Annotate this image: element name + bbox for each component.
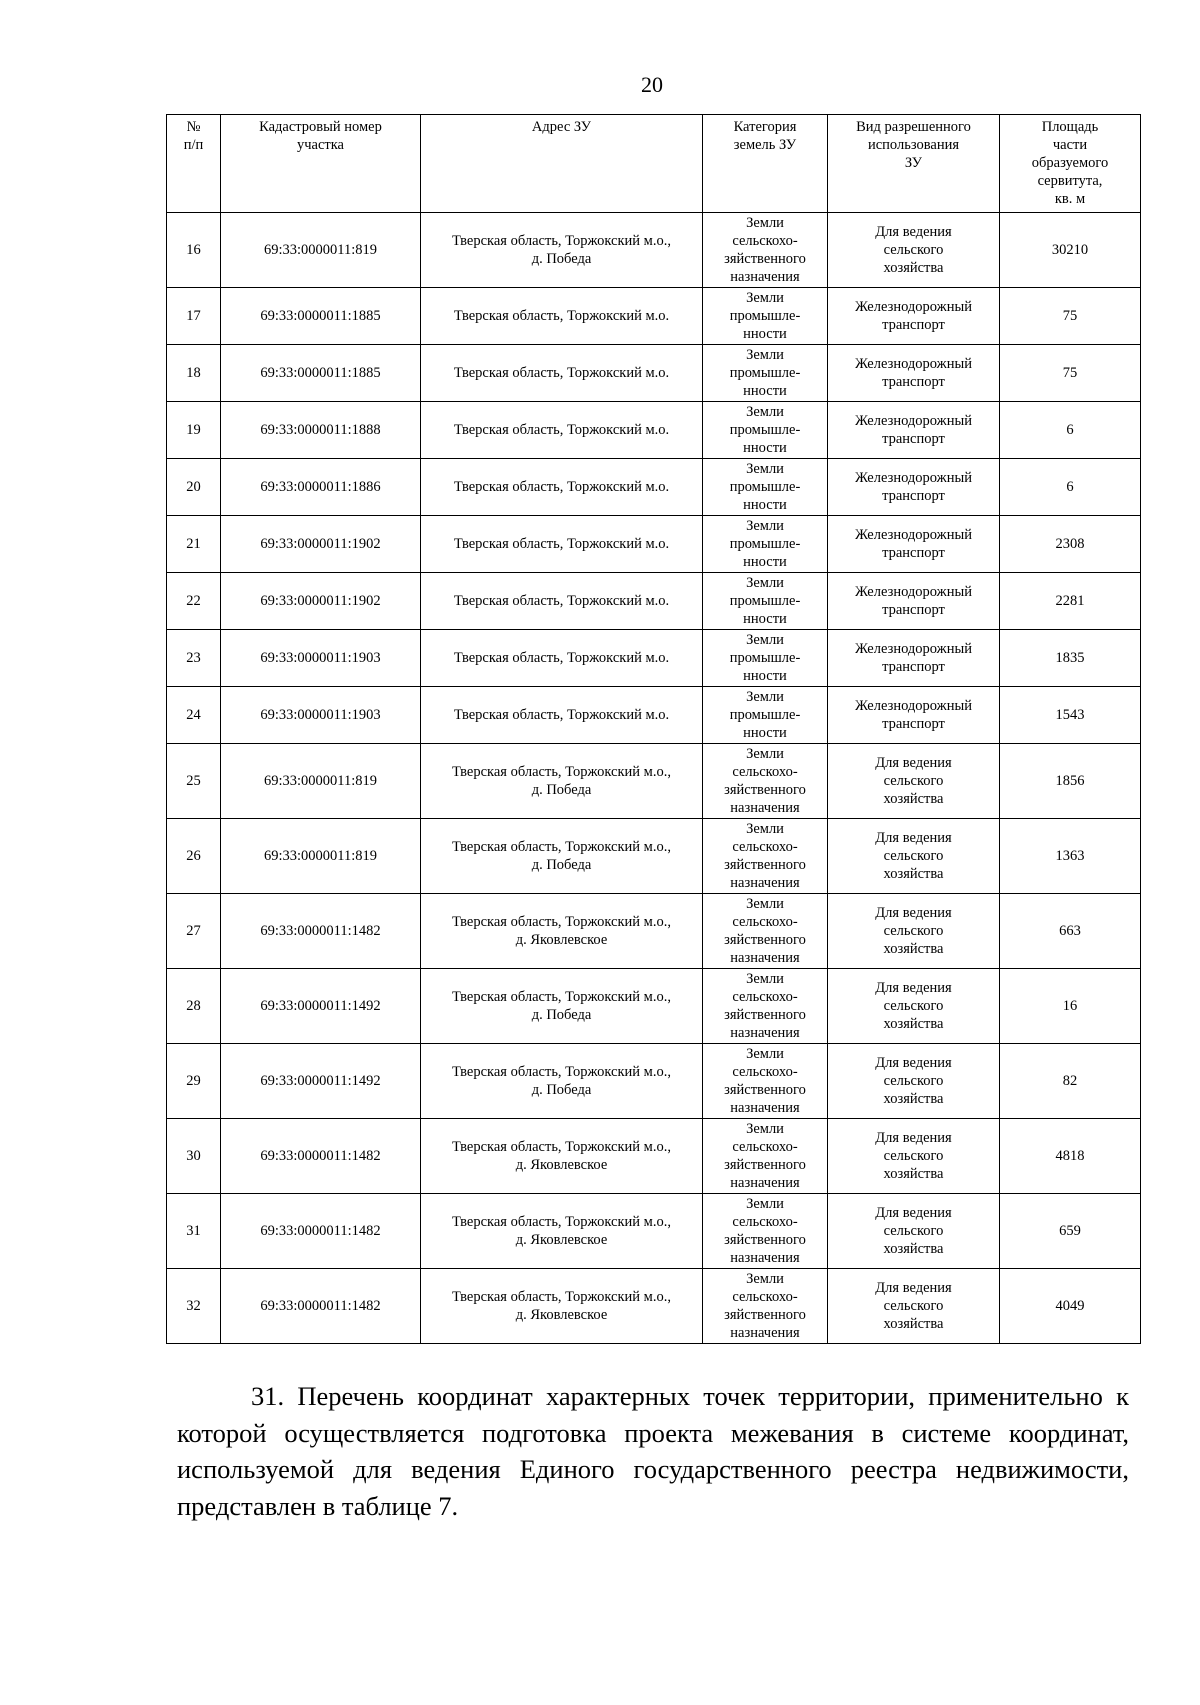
cell-line: Тверская область, Торжокский м.о. <box>453 650 670 666</box>
cell-line: назначения <box>730 950 800 966</box>
cell-line: Тверская область, Торжокский м.о., <box>452 1289 671 1305</box>
cell-address <box>421 1044 703 1119</box>
cell-line: нности <box>743 725 787 741</box>
cell-address <box>421 687 703 744</box>
cell-cadastral: 69:33:0000011:819 <box>221 819 421 894</box>
cell-line: хозяйства <box>883 1166 944 1182</box>
cell-usage <box>828 345 1000 402</box>
cell-line: Земли <box>746 1046 784 1062</box>
cell-number: 18 <box>167 345 221 402</box>
cell-usage <box>828 819 1000 894</box>
cell-line: Земли <box>746 632 784 648</box>
cell-usage <box>828 1194 1000 1269</box>
cell-line: нности <box>743 383 787 399</box>
cell-cadastral: 69:33:0000011:1482 <box>221 1269 421 1344</box>
cell-line: Тверская область, Торжокский м.о., <box>452 839 671 855</box>
cell-number: 23 <box>167 630 221 687</box>
cell-line: промышле- <box>729 365 801 381</box>
table-row <box>167 345 1141 402</box>
cell-line: сельскохо- <box>732 1139 798 1155</box>
cell-line: нности <box>743 554 787 570</box>
cell-line: хозяйства <box>883 791 944 807</box>
table-row <box>167 1269 1141 1344</box>
cell-area: 659 <box>1000 1194 1141 1269</box>
cell-category <box>703 1269 828 1344</box>
cell-address <box>421 213 703 288</box>
cell-line: транспорт <box>882 659 945 675</box>
cell-area: 1856 <box>1000 744 1141 819</box>
cell-line: Для ведения <box>875 1205 952 1221</box>
cell-area: 1835 <box>1000 630 1141 687</box>
cell-line: Для ведения <box>875 755 952 771</box>
cell-number: 30 <box>167 1119 221 1194</box>
cell-category <box>703 573 828 630</box>
cell-number: 31 <box>167 1194 221 1269</box>
cell-usage <box>828 402 1000 459</box>
cell-address <box>421 1119 703 1194</box>
cell-line: нности <box>743 326 787 342</box>
table-row <box>167 687 1141 744</box>
cell-cadastral: 69:33:0000011:1902 <box>221 516 421 573</box>
cell-usage <box>828 894 1000 969</box>
cell-line: Железнодорожный <box>855 584 972 600</box>
table-row <box>167 1119 1141 1194</box>
cell-line: д. Яковлевское <box>515 1232 608 1248</box>
cell-line: сельскохо- <box>732 1064 798 1080</box>
cell-line: Тверская область, Торжокский м.о., <box>452 233 671 249</box>
cell-line: Земли <box>746 461 784 477</box>
cell-line: промышле- <box>729 650 801 666</box>
cell-line: Земли <box>746 518 784 534</box>
header-line: земель ЗУ <box>733 137 797 153</box>
cell-line: Для ведения <box>875 830 952 846</box>
cell-line: Земли <box>746 290 784 306</box>
table-body <box>167 213 1141 1344</box>
cell-line: зяйственного <box>724 1307 806 1323</box>
cell-line: зяйственного <box>724 782 806 798</box>
cell-usage <box>828 1119 1000 1194</box>
cell-usage <box>828 213 1000 288</box>
cell-address <box>421 894 703 969</box>
header-line: Кадастровый номер <box>259 119 382 135</box>
header-address <box>421 115 703 213</box>
cell-usage <box>828 1269 1000 1344</box>
page-number: 20 <box>641 72 663 97</box>
cell-line: промышле- <box>729 479 801 495</box>
header-cadastral <box>221 115 421 213</box>
header-line: п/п <box>183 137 204 153</box>
table-row <box>167 573 1141 630</box>
cell-area: 663 <box>1000 894 1141 969</box>
cell-category <box>703 1119 828 1194</box>
cell-usage <box>828 630 1000 687</box>
cell-line: д. Победа <box>531 857 592 873</box>
cell-cadastral: 69:33:0000011:1886 <box>221 459 421 516</box>
cell-category <box>703 213 828 288</box>
cell-line: Земли <box>746 1121 784 1137</box>
cell-address <box>421 516 703 573</box>
cell-number: 28 <box>167 969 221 1044</box>
cell-address <box>421 744 703 819</box>
cell-line: Железнодорожный <box>855 641 972 657</box>
cell-line: Тверская область, Торжокский м.о. <box>453 593 670 609</box>
header-line: ЗУ <box>904 155 923 171</box>
cell-line: хозяйства <box>883 260 944 276</box>
cell-address <box>421 573 703 630</box>
cell-usage <box>828 516 1000 573</box>
cell-area: 2308 <box>1000 516 1141 573</box>
cell-line: зяйственного <box>724 251 806 267</box>
cell-line: д. Яковлевское <box>515 1157 608 1173</box>
header-usage <box>828 115 1000 213</box>
cell-category <box>703 1194 828 1269</box>
cell-category <box>703 744 828 819</box>
cell-line: Тверская область, Торжокский м.о. <box>453 365 670 381</box>
cell-usage <box>828 1044 1000 1119</box>
cell-number: 25 <box>167 744 221 819</box>
cell-area: 16 <box>1000 969 1141 1044</box>
cell-line: зяйственного <box>724 1232 806 1248</box>
cell-category <box>703 894 828 969</box>
cell-usage <box>828 459 1000 516</box>
cell-line: транспорт <box>882 545 945 561</box>
cell-cadastral: 69:33:0000011:819 <box>221 744 421 819</box>
table-row <box>167 213 1141 288</box>
cell-line: промышле- <box>729 536 801 552</box>
cell-category <box>703 819 828 894</box>
cell-category <box>703 288 828 345</box>
cell-line: назначения <box>730 1025 800 1041</box>
cell-number: 24 <box>167 687 221 744</box>
cell-usage <box>828 288 1000 345</box>
cell-line: Тверская область, Торжокский м.о., <box>452 1139 671 1155</box>
cell-category <box>703 345 828 402</box>
cell-cadastral: 69:33:0000011:1902 <box>221 573 421 630</box>
cell-area: 1363 <box>1000 819 1141 894</box>
cell-line: сельского <box>883 1073 944 1089</box>
cell-category <box>703 969 828 1044</box>
cell-line: сельскохо- <box>732 1214 798 1230</box>
cell-usage <box>828 969 1000 1044</box>
cell-line: сельского <box>883 1148 944 1164</box>
cell-line: д. Победа <box>531 1007 592 1023</box>
table-row <box>167 630 1141 687</box>
cell-address <box>421 459 703 516</box>
cell-line: Тверская область, Торжокский м.о. <box>453 422 670 438</box>
cell-cadastral: 69:33:0000011:819 <box>221 213 421 288</box>
cell-line: зяйственного <box>724 1082 806 1098</box>
cell-cadastral: 69:33:0000011:1492 <box>221 1044 421 1119</box>
cell-line: хозяйства <box>883 866 944 882</box>
cell-line: Для ведения <box>875 980 952 996</box>
header-category <box>703 115 828 213</box>
cell-line: Земли <box>746 215 784 231</box>
cell-cadastral: 69:33:0000011:1492 <box>221 969 421 1044</box>
cell-line: назначения <box>730 1250 800 1266</box>
table-row <box>167 894 1141 969</box>
cell-address <box>421 969 703 1044</box>
cell-line: Железнодорожный <box>855 299 972 315</box>
cell-line: Железнодорожный <box>855 527 972 543</box>
cell-category <box>703 459 828 516</box>
cell-line: нности <box>743 497 787 513</box>
header-number <box>167 115 221 213</box>
cell-category <box>703 516 828 573</box>
cell-line: Железнодорожный <box>855 413 972 429</box>
cell-cadastral: 69:33:0000011:1482 <box>221 1194 421 1269</box>
cell-usage <box>828 687 1000 744</box>
cell-line: Тверская область, Торжокский м.о. <box>453 308 670 324</box>
cell-cadastral: 69:33:0000011:1885 <box>221 345 421 402</box>
cell-usage <box>828 573 1000 630</box>
cell-cadastral: 69:33:0000011:1888 <box>221 402 421 459</box>
cell-line: зяйственного <box>724 857 806 873</box>
cell-line: транспорт <box>882 716 945 732</box>
cell-area: 30210 <box>1000 213 1141 288</box>
header-line: Адрес ЗУ <box>531 119 592 135</box>
table-row <box>167 1194 1141 1269</box>
cell-line: Тверская область, Торжокский м.о., <box>452 1214 671 1230</box>
cell-line: транспорт <box>882 431 945 447</box>
cell-number: 22 <box>167 573 221 630</box>
cell-line: Тверская область, Торжокский м.о., <box>452 914 671 930</box>
cell-area: 6 <box>1000 402 1141 459</box>
table-row <box>167 819 1141 894</box>
cell-line: хозяйства <box>883 941 944 957</box>
header-line: Категория <box>733 119 797 135</box>
cell-line: нности <box>743 668 787 684</box>
cell-line: сельского <box>883 773 944 789</box>
header-line: Вид разрешенного <box>856 119 971 135</box>
cell-line: зяйственного <box>724 1007 806 1023</box>
cell-category <box>703 630 828 687</box>
cell-line: Земли <box>746 821 784 837</box>
cell-category <box>703 1044 828 1119</box>
cell-line: сельского <box>883 1298 944 1314</box>
header-area <box>1000 115 1141 213</box>
cell-cadastral: 69:33:0000011:1482 <box>221 1119 421 1194</box>
header-line: использования <box>867 137 960 153</box>
cell-line: сельскохо- <box>732 839 798 855</box>
cell-area: 75 <box>1000 345 1141 402</box>
cell-line: Земли <box>746 1271 784 1287</box>
cell-area: 1543 <box>1000 687 1141 744</box>
cell-line: назначения <box>730 269 800 285</box>
cell-line: д. Победа <box>531 782 592 798</box>
cell-cadastral: 69:33:0000011:1885 <box>221 288 421 345</box>
cell-line: Для ведения <box>875 1055 952 1071</box>
cell-line: сельскохо- <box>732 914 798 930</box>
cell-line: назначения <box>730 1325 800 1341</box>
cell-line: транспорт <box>882 488 945 504</box>
cadastral-table <box>166 114 1141 1344</box>
cell-usage <box>828 744 1000 819</box>
cell-line: Тверская область, Торжокский м.о. <box>453 479 670 495</box>
cell-line: Для ведения <box>875 1130 952 1146</box>
cell-line: хозяйства <box>883 1016 944 1032</box>
cell-line: промышле- <box>729 308 801 324</box>
cell-area: 2281 <box>1000 573 1141 630</box>
cell-line: сельскохо- <box>732 989 798 1005</box>
cell-area: 4818 <box>1000 1119 1141 1194</box>
cell-line: сельского <box>883 998 944 1014</box>
cell-address <box>421 345 703 402</box>
table-row <box>167 288 1141 345</box>
cell-cadastral: 69:33:0000011:1903 <box>221 630 421 687</box>
cell-number: 26 <box>167 819 221 894</box>
cell-line: Для ведения <box>875 1280 952 1296</box>
cell-line: Тверская область, Торжокский м.о., <box>452 989 671 1005</box>
cell-line: Земли <box>746 404 784 420</box>
cell-line: д. Яковлевское <box>515 1307 608 1323</box>
cell-cadastral: 69:33:0000011:1482 <box>221 894 421 969</box>
paragraph-31: 31. Перечень координат характерных точек территории, применительно к которой осуществляется подготовка проекта межевания в системе координат, используемой для ведения Единого государственного реестра недвижимости, представлен в таблице 7. <box>177 1381 1129 1521</box>
cell-address <box>421 288 703 345</box>
cell-line: промышле- <box>729 707 801 723</box>
table-header-row <box>167 115 1141 213</box>
cell-line: промышле- <box>729 593 801 609</box>
cell-line: сельского <box>883 848 944 864</box>
cell-line: назначения <box>730 800 800 816</box>
header-line: части <box>1052 137 1088 153</box>
cell-line: Железнодорожный <box>855 356 972 372</box>
cell-line: Тверская область, Торжокский м.о. <box>453 536 670 552</box>
cell-number: 29 <box>167 1044 221 1119</box>
cell-address <box>421 402 703 459</box>
cell-category <box>703 402 828 459</box>
cell-line: нности <box>743 440 787 456</box>
cell-line: Земли <box>746 971 784 987</box>
table-row <box>167 1044 1141 1119</box>
cell-line: д. Победа <box>531 1082 592 1098</box>
cell-number: 19 <box>167 402 221 459</box>
header-line: № <box>186 119 201 135</box>
cell-line: д. Яковлевское <box>515 932 608 948</box>
cell-line: д. Победа <box>531 251 592 267</box>
cell-address <box>421 1194 703 1269</box>
cell-line: Для ведения <box>875 224 952 240</box>
cell-line: сельскохо- <box>732 233 798 249</box>
cell-line: назначения <box>730 1175 800 1191</box>
cell-address <box>421 630 703 687</box>
cell-line: Для ведения <box>875 905 952 921</box>
cell-number: 21 <box>167 516 221 573</box>
header-line: Площадь <box>1041 119 1099 135</box>
cell-line: Тверская область, Торжокский м.о. <box>453 707 670 723</box>
cell-line: хозяйства <box>883 1316 944 1332</box>
table-row <box>167 516 1141 573</box>
cell-line: Земли <box>746 746 784 762</box>
cell-line: хозяйства <box>883 1241 944 1257</box>
table-row <box>167 744 1141 819</box>
cell-area: 6 <box>1000 459 1141 516</box>
cell-number: 16 <box>167 213 221 288</box>
cell-cadastral: 69:33:0000011:1903 <box>221 687 421 744</box>
table-row <box>167 969 1141 1044</box>
cell-line: назначения <box>730 1100 800 1116</box>
cell-area: 82 <box>1000 1044 1141 1119</box>
cell-line: Железнодорожный <box>855 470 972 486</box>
cell-line: промышле- <box>729 422 801 438</box>
cell-line: Земли <box>746 347 784 363</box>
cell-line: хозяйства <box>883 1091 944 1107</box>
cell-number: 32 <box>167 1269 221 1344</box>
cell-line: Земли <box>746 689 784 705</box>
cell-line: Тверская область, Торжокский м.о., <box>452 1064 671 1080</box>
cell-number: 17 <box>167 288 221 345</box>
cell-number: 20 <box>167 459 221 516</box>
cell-line: нности <box>743 611 787 627</box>
header-line: образуемого <box>1031 155 1109 171</box>
cell-area: 4049 <box>1000 1269 1141 1344</box>
cell-line: зяйственного <box>724 1157 806 1173</box>
cell-number: 27 <box>167 894 221 969</box>
cell-line: зяйственного <box>724 932 806 948</box>
cell-line: сельскохо- <box>732 764 798 780</box>
cell-line: Земли <box>746 896 784 912</box>
cell-line: транспорт <box>882 374 945 390</box>
cell-line: Земли <box>746 575 784 591</box>
cell-address <box>421 1269 703 1344</box>
cell-line: Земли <box>746 1196 784 1212</box>
cell-address <box>421 819 703 894</box>
cell-line: Тверская область, Торжокский м.о., <box>452 764 671 780</box>
cell-line: транспорт <box>882 602 945 618</box>
cell-area: 75 <box>1000 288 1141 345</box>
cell-line: сельского <box>883 923 944 939</box>
cell-line: назначения <box>730 875 800 891</box>
cell-line: транспорт <box>882 317 945 333</box>
cell-line: сельскохо- <box>732 1289 798 1305</box>
table-row <box>167 459 1141 516</box>
header-line: участка <box>296 137 344 153</box>
cell-line: сельского <box>883 1223 944 1239</box>
cell-category <box>703 687 828 744</box>
cell-line: Железнодорожный <box>855 698 972 714</box>
cell-line: сельского <box>883 242 944 258</box>
table-row <box>167 402 1141 459</box>
header-line: кв. м <box>1054 191 1086 207</box>
header-line: сервитута, <box>1037 173 1103 189</box>
